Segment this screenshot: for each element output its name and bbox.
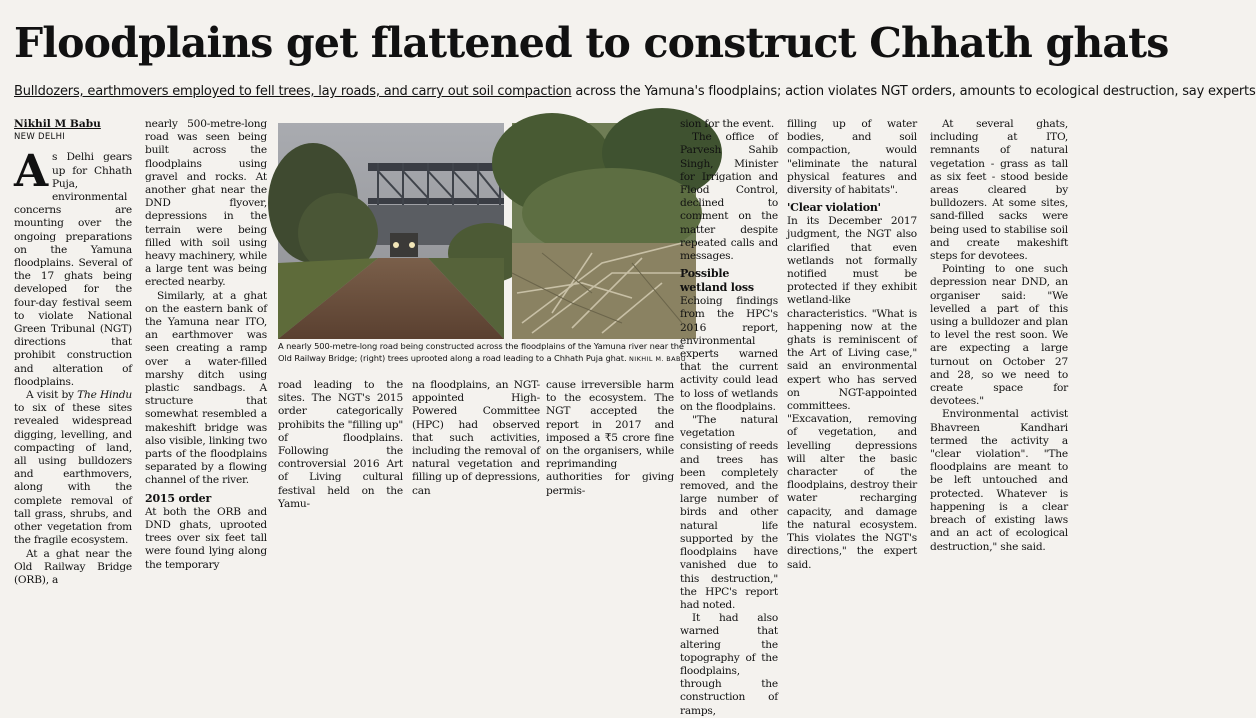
subhead: 2015 order: [145, 491, 212, 505]
paragraph: road leading to the sites. The NGT's 2015 order categorically prohibits the "filling up" of floodplains. Following the controversial 2016 Art of Living cultural festival held on the Yamu-: [278, 379, 403, 510]
paragraph: In its December 2017 judgment, the NGT also clarified that even wetlands not formally notified must be protected if they exhibit wetland-like characteristics. "What is happening now at the ghats is reminiscent of the Art of Living case," said an environmental expert who has served on NGT-appointed committees. "Excavation, removing of vegetation, and levelling depressions will alter the basic character of the floodplains, destroy their water recharging capacity, and damage the natural ecosystem. This violates the NGT's directions," the expert said.: [787, 215, 917, 571]
paragraph: "The natural vegetation consisting of reeds and trees has been completely removed, and the large number of birds and other natural life supported by the floodplains have vanished due to this destruction," the HPC's report had noted.: [680, 414, 778, 611]
column-7: [930, 118, 1068, 553]
column-2: [145, 118, 267, 571]
column-1: [14, 118, 132, 586]
deck: [14, 84, 1256, 100]
paragraph: filling up of water bodies, and soil compaction, would "eliminate the natural physical features and diversity of habitats".: [787, 118, 917, 197]
photo-road-near-old-railway-bridge: [278, 123, 504, 339]
photo-trees-illustration: [512, 123, 696, 339]
paragraph: Environmental activist Bhavreen Kandhari termed the activity a "clear violation". "The floodplains are meant to be left untouched and protected. Whatever is happening is a clear breach of existing laws and an act of ecological destruction," she said.: [930, 408, 1068, 553]
deck-rest: across the Yamuna's floodplains; action violates NGT orders, amounts to ecological destruction, say experts: [571, 84, 1256, 99]
paragraph: sion for the event.: [680, 118, 775, 130]
deck-underlined: Bulldozers, earthmovers employed to fell trees, lay roads, and carry out soil compaction: [14, 84, 572, 99]
paragraph: Similarly, at a ghat on the eastern bank of the Yamuna near ITO, an earthmover was seen creating a ramp over a water-filled marshy ditch using plastic sandbags. A structure that somewhat resembled a makeshift bridge was also visible, linking two parts of the floodplains separated by a flowing channel of the river.: [145, 289, 267, 487]
column-6: [787, 118, 917, 571]
paragraph: Echoing findings from the HPC's 2016 report, environmental experts warned that the current activity could lead to loss of wetlands on the floodplains.: [680, 295, 778, 413]
paragraph: cause irreversible harm to the ecosystem. The NGT accepted the report in 2017 and imposed a ₹5 crore fine on the organisers, while reprimanding authorities for giving permis-: [546, 379, 674, 497]
byline: Nikhil M Babu: [14, 118, 101, 130]
paragraph: Pointing to one such depression near DND, an organiser said: "We levelled a part of this using a bulldozer and plan to level the rest soon. We are expecting a large turnout on October 27 and 28, so we need to create space for devotees.": [930, 263, 1068, 408]
publication-name: The Hindu: [77, 389, 132, 402]
photo-uprooted-trees: [512, 123, 696, 339]
photo-caption: A nearly 500-metre-long road being constructed across the floodplains of the Yamuna river near the Old Railway Bridge; (right) trees uprooted along a road leading to a Chhath Puja ghat. NIKHIL M. BABU: [278, 341, 687, 363]
column-4: [412, 379, 540, 497]
subhead: Possible wetland loss: [680, 267, 754, 295]
dateline: NEW DELHI: [14, 132, 66, 143]
column-5-main: [546, 379, 674, 497]
photo-road-illustration: [278, 123, 504, 339]
paragraph: The office of Parvesh Sahib Singh, Minister for Irrigation and Flood Control, declined to comment on the matter despite repeated calls and messages.: [680, 131, 778, 263]
paragraph: It had also warned that altering the topography of the floodplains, through the construction of ramps,: [680, 612, 778, 717]
paragraph: s Delhi gears up for Chhath Puja, environmental concerns are mounting over the ongoing preparations on the Yamuna floodplains. Several of the 17 ghats being developed for the four-day festival seem to violate National Green Tribunal (NGT) directions that prohibit construction and alteration of floodplains.: [14, 151, 132, 388]
column-3: [278, 379, 403, 510]
paragraph: At both the ORB and DND ghats, uprooted trees over six feet tall were found lying along the temporary: [145, 505, 267, 571]
paragraph: A visit by The Hindu to six of these sites revealed widespread digging, levelling, and compacting of land, all using bulldozers and earthmovers, along with the complete removal of tall grass, shrubs, and other vegetation from the fragile ecosystem.: [14, 389, 132, 547]
paragraph: nearly 500-metre-long road was seen being built across the floodplains using gravel and rocks. At another ghat near the DND flyover, depressions in the terrain were being filled with soil using heavy machinery, while a large tent was being erected nearby.: [145, 118, 267, 289]
paragraph: na floodplains, an NGT-appointed High-Powered Committee (HPC) had observed that such activities, including the removal of natural vegetation and filling up of depressions, can: [412, 379, 540, 497]
photo-credit: NIKHIL M. BABU: [629, 354, 687, 363]
headline: Floodplains get flattened to construct Chhath ghats: [14, 19, 1169, 67]
subhead: 'Clear violation': [787, 201, 881, 215]
paragraph: At a ghat near the Old Railway Bridge (ORB), a: [14, 547, 132, 586]
drop-cap: A: [14, 146, 48, 198]
column-5: [680, 118, 778, 717]
paragraph: At several ghats, including at ITO, remnants of natural vegetation - grass as tall as six feet - stood beside areas cleared by bulldozers. At some sites, sand-filled sacks were being used to stabilise soil and create makeshift steps for devotees.: [930, 118, 1068, 263]
